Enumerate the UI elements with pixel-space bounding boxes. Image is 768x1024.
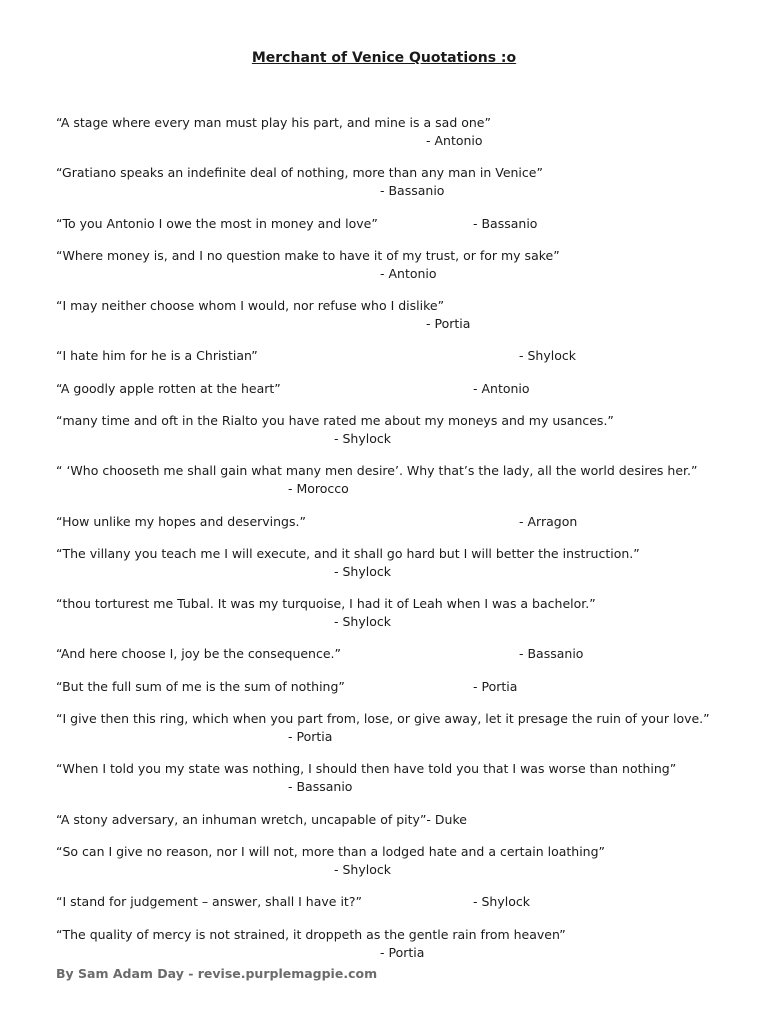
quote-speaker: - Arragon: [519, 514, 578, 529]
quote-text: “A goodly apple rotten at the heart”: [56, 381, 281, 396]
quote-text: “A stage where every man must play his part, and mine is a sad one”: [56, 115, 491, 130]
quote-text: “Gratiano speaks an indefinite deal of nothing, more than any man in Venice”: [56, 165, 543, 180]
quote-text: “I give then this ring, which when you part from, lose, or give away, let it presage the ruin of your love.”: [56, 711, 710, 726]
quote-text: “I stand for judgement – answer, shall I have it?”: [56, 894, 362, 909]
quote-text: “When I told you my state was nothing, I should then have told you that I was worse than nothing”: [56, 761, 677, 776]
quote-speaker: - Antonio: [380, 266, 437, 281]
quote-speaker: - Portia: [380, 945, 425, 960]
quote-speaker: - Portia: [473, 679, 518, 694]
quote-text: “A stony adversary, an inhuman wretch, uncapable of pity”- Duke: [56, 812, 467, 827]
quote-speaker: - Bassanio: [380, 183, 445, 198]
quote-text: “And here choose I, joy be the consequence.”: [56, 646, 341, 661]
quote-text: “ ‘Who chooseth me shall gain what many men desire’. Why that’s the lady, all the world desires her.”: [56, 463, 698, 478]
quote-text: “thou torturest me Tubal. It was my turquoise, I had it of Leah when I was a bachelor.”: [56, 596, 596, 611]
quote-speaker: - Portia: [288, 729, 333, 744]
quote-speaker: - Morocco: [288, 481, 349, 496]
quote-speaker: - Shylock: [519, 348, 576, 363]
quote-text: “I hate him for he is a Christian”: [56, 348, 258, 363]
quote-speaker: - Bassanio: [288, 779, 353, 794]
quote-speaker: - Bassanio: [519, 646, 584, 661]
quote-text: “many time and oft in the Rialto you have rated me about my moneys and my usances.”: [56, 413, 614, 428]
quote-speaker: - Shylock: [334, 862, 391, 877]
quote-text: “But the full sum of me is the sum of nothing”: [56, 679, 345, 694]
quote-text: “The quality of mercy is not strained, it droppeth as the gentle rain from heaven”: [56, 927, 566, 942]
quote-speaker: - Antonio: [473, 381, 530, 396]
quote-speaker: - Shylock: [334, 564, 391, 579]
quote-text: “How unlike my hopes and deservings.”: [56, 514, 306, 529]
quote-text: “To you Antonio I owe the most in money and love”: [56, 216, 378, 231]
quote-speaker: - Shylock: [473, 894, 530, 909]
quote-speaker: - Bassanio: [473, 216, 538, 231]
quote-text: “I may neither choose whom I would, nor refuse who I dislike”: [56, 298, 445, 313]
footer-credit: By Sam Adam Day - revise.purplemagpie.com: [56, 966, 378, 981]
quote-text: “The villany you teach me I will execute, and it shall go hard but I will better the instruction.”: [56, 546, 640, 561]
page-title: Merchant of Venice Quotations :o: [251, 50, 517, 66]
quote-speaker: - Portia: [426, 316, 471, 331]
quote-speaker: - Antonio: [426, 133, 483, 148]
quote-speaker: - Shylock: [334, 431, 391, 446]
quote-speaker: - Shylock: [334, 614, 391, 629]
quote-text: “So can I give no reason, nor I will not, more than a lodged hate and a certain loathing”: [56, 844, 606, 859]
quote-text: “Where money is, and I no question make to have it of my trust, or for my sake”: [56, 248, 560, 263]
